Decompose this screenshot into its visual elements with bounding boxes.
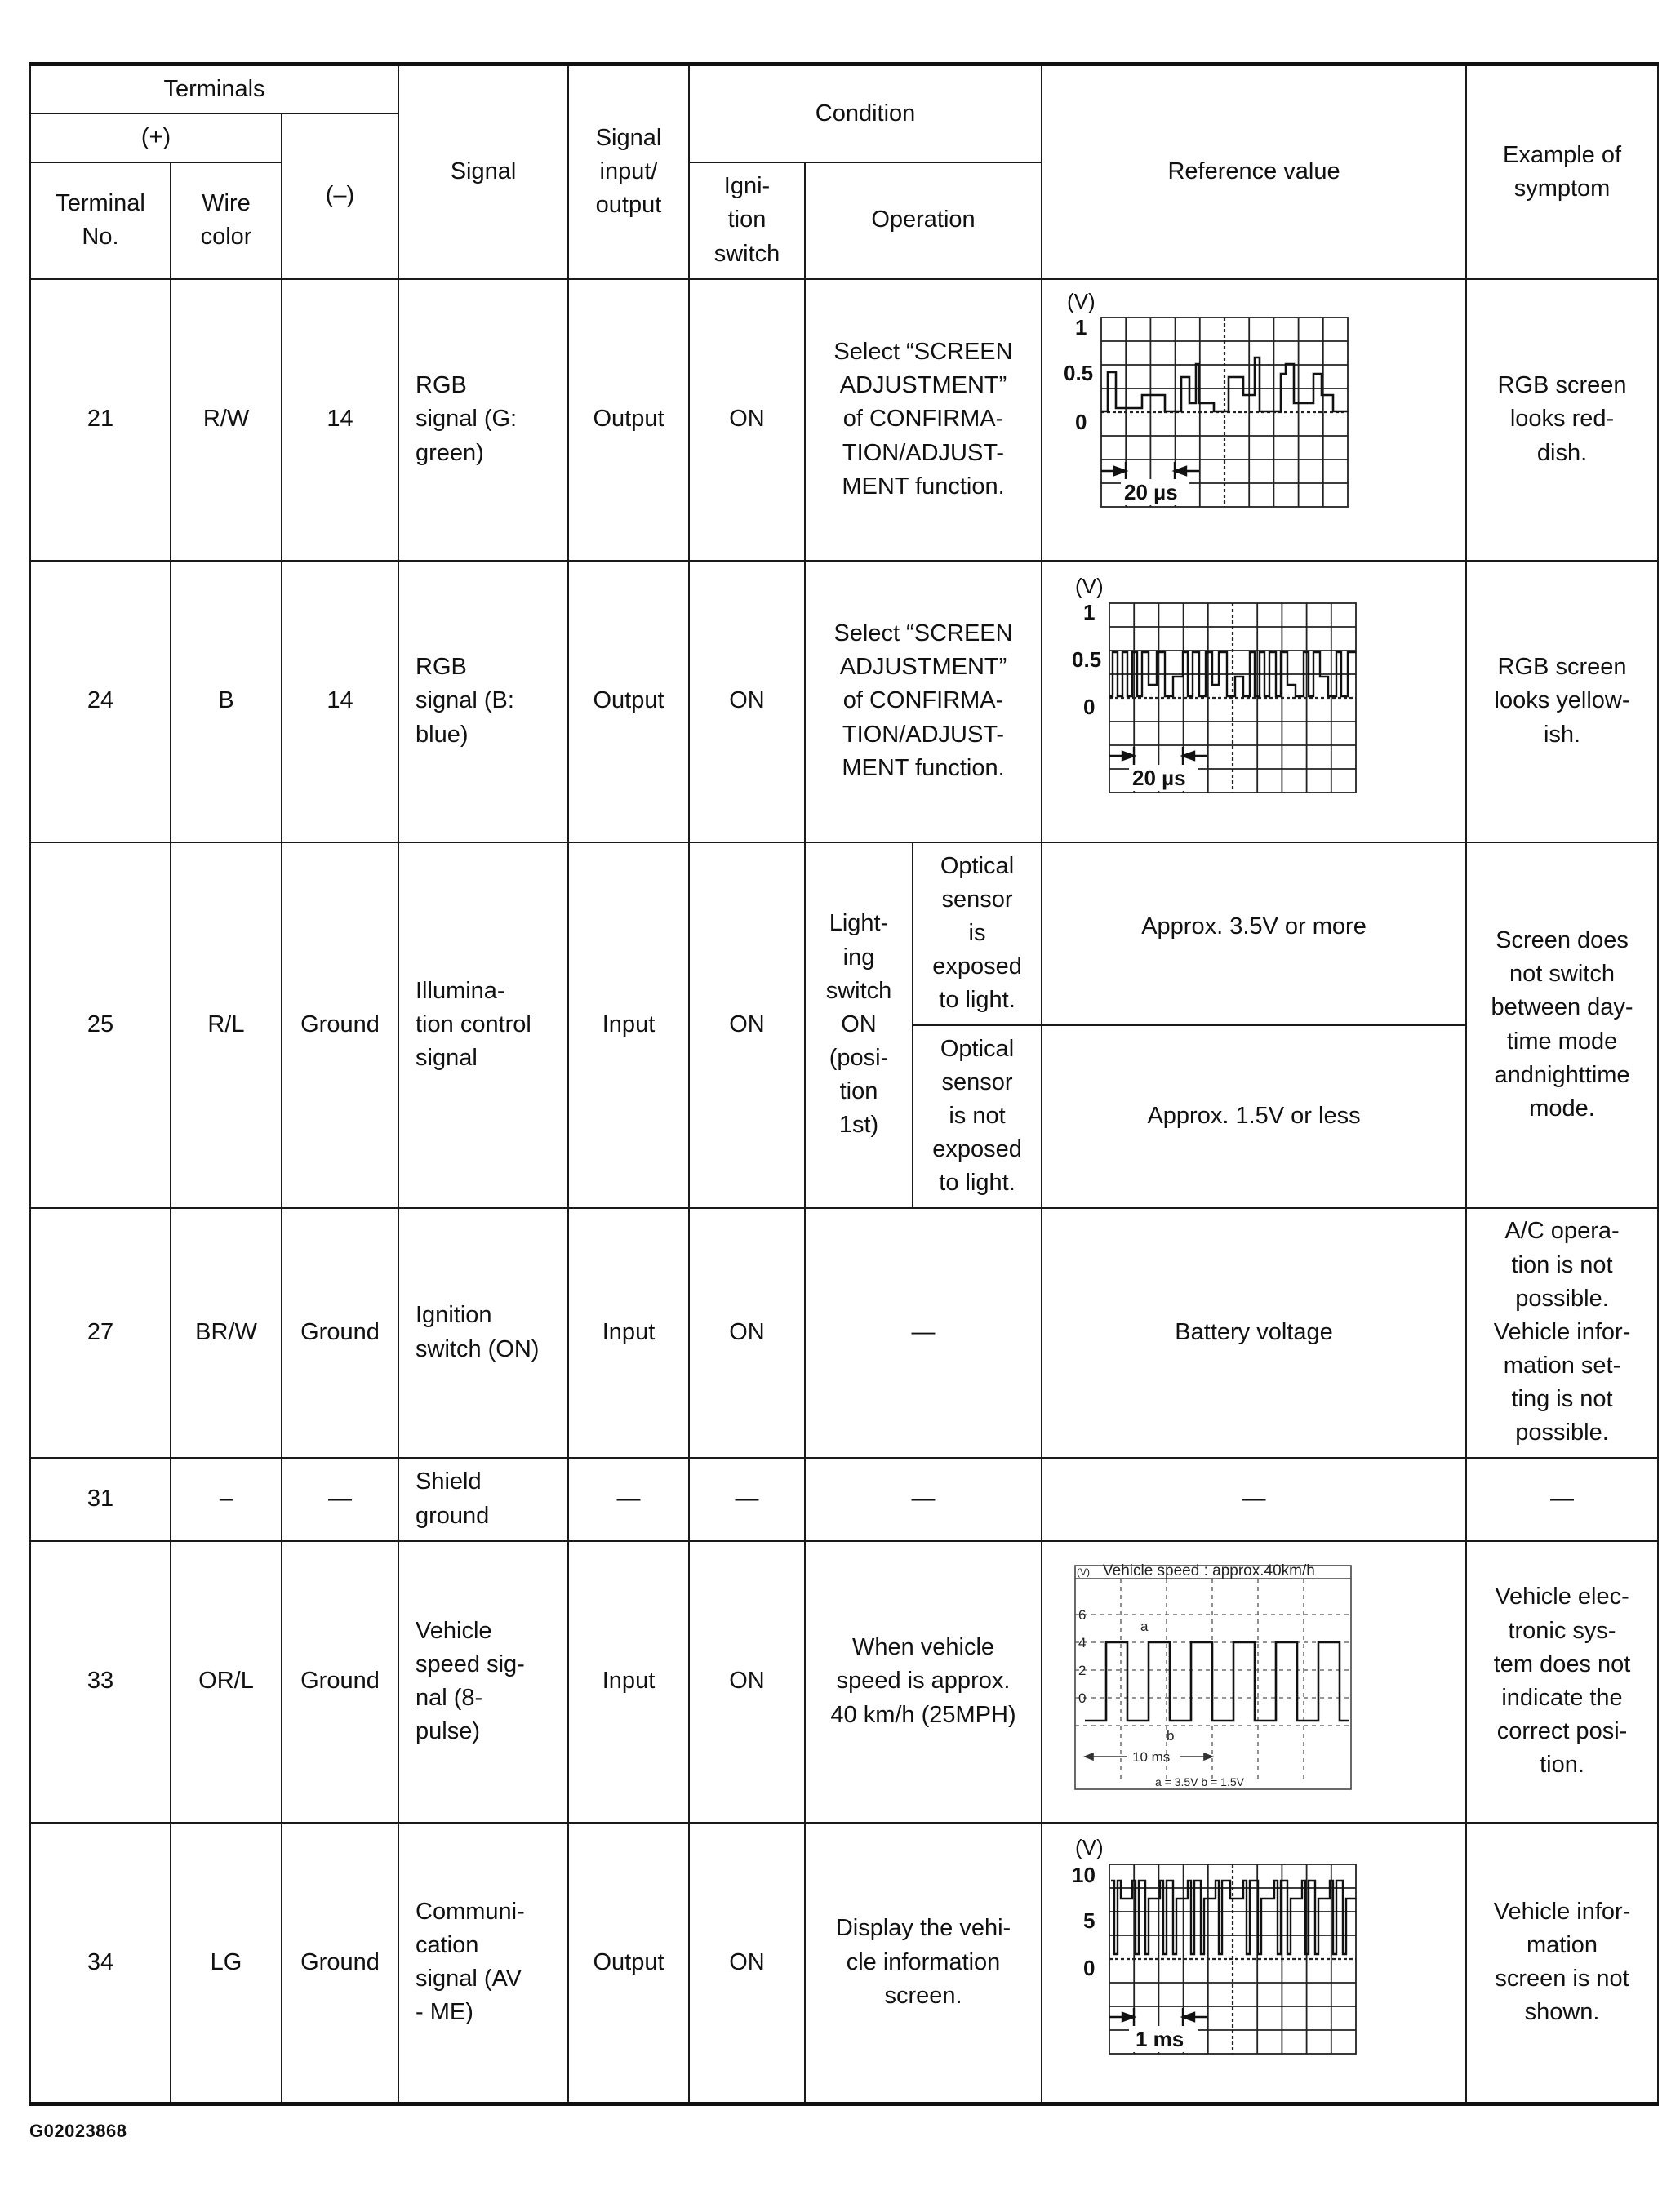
terminal-no: 27 [30,1208,171,1458]
wire-color: OR/L [171,1541,282,1823]
symptom: — [1466,1458,1658,1541]
communication-waveform [1042,1824,1467,2101]
header-wire-color: Wire color [171,162,282,279]
symptom: A/C opera- tion is not possible. Vehicle infor- mation set- ting is not possible. [1466,1208,1658,1458]
ignition-switch: ON [689,561,805,842]
signal-io: Input [568,842,689,1208]
wave-y-label: 5 [1083,1908,1096,1934]
signal-io: Input [568,1208,689,1458]
symptom: RGB screen looks red- dish. [1466,279,1658,561]
header-operation: Operation [805,162,1042,279]
operation: Display the vehi- cle information screen. [805,1823,1042,2104]
optical-sensor-exposed: Optical sensor is exposed to light. [913,842,1042,1025]
figure-id: G02023868 [29,2121,127,2141]
minus-terminal: 14 [282,561,398,842]
wire-color: R/W [171,279,282,561]
symptom: RGB screen looks yellow- ish. [1466,561,1658,842]
wave-unit-label: (V) [1075,1835,1104,1860]
ignition-switch: ON [689,842,805,1208]
wave-y-label: 6 [1078,1607,1087,1623]
wave-y-label: 0.5 [1064,361,1094,385]
minus-terminal: — [282,1458,398,1541]
terminal-no: 21 [30,279,171,561]
ignition-switch: ON [689,1208,805,1458]
wave-y-label: 1 [1083,600,1096,624]
header-signal: Signal [398,64,568,279]
wave-unit-label: (V) [1075,574,1104,598]
wave-time-label: 10 ms [1132,1749,1171,1765]
operation: When vehicle speed is approx. 40 km/h (25MPH) [805,1541,1042,1823]
header-minus: (–) [282,113,398,279]
signal-io: Output [568,279,689,561]
symptom: Screen does not switch between day- time mode andnighttime mode. [1466,842,1658,1208]
ignition-switch: — [689,1458,805,1541]
reference-value: Approx. 3.5V or more [1042,842,1466,1025]
signal-name: Communi- cation signal (AV - ME) [398,1823,568,2104]
operation: — [805,1458,1042,1541]
reference-waveform-cell [1042,1541,1466,1823]
wave-marker-a: a [1140,1619,1149,1634]
signal-trace [1085,1642,1349,1721]
header-example-symptom: Example of symptom [1466,64,1658,279]
wave-y-label: 4 [1078,1635,1087,1650]
operation: — [805,1208,1042,1458]
wave-unit-label: (V) [1067,289,1096,313]
table-row [30,1823,1658,2104]
header-plus: (+) [30,113,282,162]
header-ignition-switch: Igni- tion switch [689,162,805,279]
header-terminals: Terminals [30,64,398,113]
wire-color: LG [171,1823,282,2104]
reference-value: Battery voltage [1042,1208,1466,1458]
wave-title: Vehicle speed : approx.40km/h [1103,1562,1315,1579]
symptom: Vehicle elec- tronic sys- tem does not indicate the correct posi- tion. [1466,1541,1658,1823]
vehicle-speed-waveform [1042,1543,1467,1820]
wave-y-label: 0 [1075,410,1087,434]
signal-io: Output [568,1823,689,2104]
minus-terminal: Ground [282,1208,398,1458]
signal-name: Ignition switch (ON) [398,1208,568,1458]
wire-color: R/L [171,842,282,1208]
reference-waveform-cell [1042,561,1466,842]
header-terminal-no: Terminal No. [30,162,171,279]
table-row [30,279,1658,561]
signal-name: RGB signal (G: green) [398,279,568,561]
wave-footer: a = 3.5V b = 1.5V [1155,1775,1245,1788]
header-condition: Condition [689,64,1042,162]
wave-unit-label: (V) [1077,1566,1091,1578]
wire-color: BR/W [171,1208,282,1458]
wave-y-label: 0.5 [1072,647,1102,672]
wire-color: B [171,561,282,842]
ignition-switch: ON [689,1823,805,2104]
wave-y-label: 0 [1078,1690,1087,1706]
signal-io: Output [568,561,689,842]
wave-y-label: 0 [1083,695,1096,719]
terminal-no: 25 [30,842,171,1208]
signal-io: Input [568,1541,689,1823]
table-row [30,1541,1658,1823]
terminal-no: 24 [30,561,171,842]
signal-io: — [568,1458,689,1541]
wave-y-label: 1 [1075,315,1087,340]
ignition-switch: ON [689,279,805,561]
wire-color: – [171,1458,282,1541]
signal-name: Vehicle speed sig- nal (8- pulse) [398,1541,568,1823]
terminal-no: 31 [30,1458,171,1541]
wave-y-label: 10 [1072,1863,1096,1888]
table-row [30,561,1658,842]
operation: Select “SCREEN ADJUSTMENT” of CONFIRMA- TION/ADJUST- MENT function. [805,279,1042,561]
terminal-reference-table [29,62,1659,2106]
rgb-green-waveform [1042,281,1467,558]
wave-y-label: 2 [1078,1663,1087,1678]
header-signal-io: Signal input/ output [568,64,689,279]
minus-terminal: 14 [282,279,398,561]
symptom: Vehicle infor- mation screen is not shown. [1466,1823,1658,2104]
wave-marker-b: b [1167,1728,1175,1744]
reference-waveform-cell [1042,279,1466,561]
minus-terminal: Ground [282,1541,398,1823]
wave-y-label: 0 [1083,1956,1096,1981]
rgb-blue-waveform [1042,562,1467,840]
wave-time-label: 20 µs [1132,766,1186,790]
operation: Select “SCREEN ADJUSTMENT” of CONFIRMA- TION/ADJUST- MENT function. [805,561,1042,842]
reference-value: Approx. 1.5V or less [1042,1025,1466,1208]
ignition-switch: ON [689,1541,805,1823]
optical-sensor-not-exposed: Optical sensor is not exposed to light. [913,1025,1042,1208]
terminal-no: 34 [30,1823,171,2104]
lighting-switch-condition: Light- ing switch ON (posi- tion 1st) [805,842,913,1208]
signal-name: RGB signal (B: blue) [398,561,568,842]
scope-grid [1109,1864,1356,2054]
table-row [30,1208,1658,1458]
signal-name: Shield ground [398,1458,568,1541]
terminal-no: 33 [30,1541,171,1823]
table-row [30,842,1658,1025]
wave-time-label: 1 ms [1136,2027,1184,2052]
table-row [30,1458,1658,1541]
wave-time-label: 20 µs [1124,480,1178,504]
reference-value: — [1042,1458,1466,1541]
scope-grid [1109,603,1356,793]
signal-name: Illumina- tion control signal [398,842,568,1208]
reference-waveform-cell [1042,1823,1466,2104]
header-reference-value: Reference value [1042,64,1466,279]
minus-terminal: Ground [282,1823,398,2104]
minus-terminal: Ground [282,842,398,1208]
